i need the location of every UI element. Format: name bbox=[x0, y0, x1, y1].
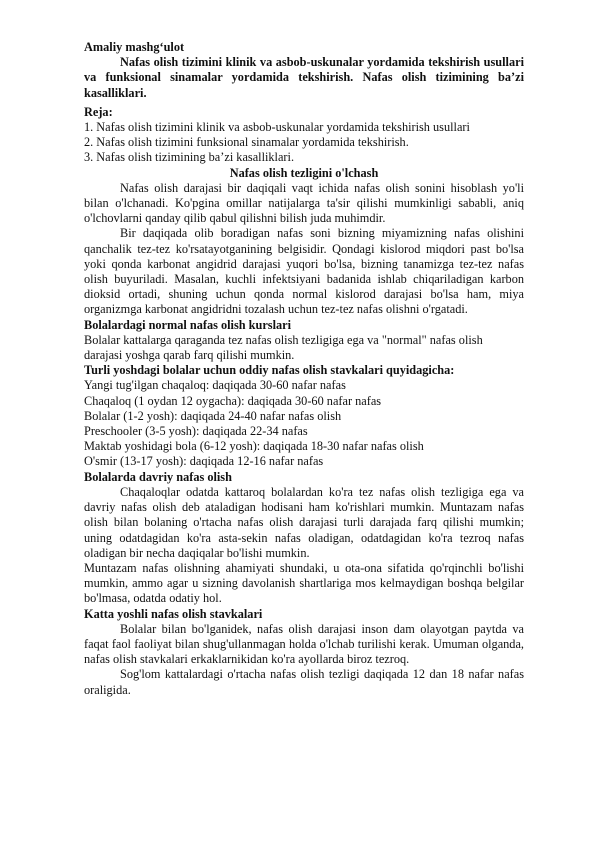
rate-item: Chaqaloq (1 oydan 12 oygacha): daqiqada 30-60 nafar nafas bbox=[84, 393, 382, 408]
paragraph: Nafas olish darajasi bir daqiqali vaqt ichida nafas olish sonini hisoblash yo'li bilan o'lchanadi. Ko'pgina omillar natijalarga ta'sir qilishi mumkinligi sababli, aniq o'lchovlarni qanday qilib qabul qilishni bilish juda muhimdir. bbox=[84, 180, 524, 226]
rate-item: Bolalar (1-2 yosh): daqiqada 24-40 nafar nafas olish bbox=[84, 408, 342, 423]
plan-title: Reja: bbox=[84, 104, 113, 119]
paragraph: Bir daqiqada olib boradigan nafas soni bizning miyamizning nafas olishini qanchalik tez-tez ko'rsatayotganining belgisidir. Qondagi kislorod miqdori past bo'lsa yoki qonda karbonat angidrid darajasi yuqori bo'lsa, bizning tanamizga tez-tez nafas olish buyuriladi. Masalan, kuchli infektsiyani badanida ishlab chiqariladigan karbon dioksid ortadi, shuning uchun qonda normal kislorod darajasi bo'lsa ham, miya organizmga karbonat angidridni tozalash uchun tez-tez nafas olishni o'rgatadi. bbox=[84, 226, 524, 317]
section-title-adult-rates: Katta yoshli nafas olish stavkalari bbox=[84, 606, 263, 621]
plan-item: 2. Nafas olish tizimini funksional sinamalar yordamida tekshirish. bbox=[84, 135, 409, 150]
lesson-topic: Nafas olish tizimini klinik va asbob-uskunalar yordamida tekshirish usullari va funksional sinamalar yordamida tekshirish. Nafas olish tizimining ba’zi kasalliklari. bbox=[84, 55, 524, 100]
plan-list bbox=[84, 120, 524, 166]
paragraph: Bolalar bilan bo'lganidek, nafas olish darajasi inson dam olayotgan paytda va faqat faol faoliyat bilan shug'ullanmagan holda o'lchab turilishi kerak. Umuman olganda, nafas olish stavkalari erkaklarnikidan ko'ra ayollarda biroz tezroq. bbox=[84, 621, 524, 667]
rate-item: Preschooler (3-5 yosh): daqiqada 22-34 nafas bbox=[84, 424, 308, 439]
rates-list bbox=[84, 378, 524, 469]
section-title-measuring-rate: Nafas olish tezligini o'lchash bbox=[229, 165, 379, 180]
plan-item: 3. Nafas olish tizimining ba’zi kasalliklari. bbox=[84, 150, 295, 165]
rate-item: Maktab yoshidagi bola (6-12 yosh): daqiqada 18-30 nafar nafas olish bbox=[84, 439, 424, 454]
paragraph: Sog'lom kattalardagi o'rtacha nafas olish tezligi daqiqada 12 dan 18 nafar nafas oraligida. bbox=[84, 667, 524, 697]
section-title-periodic-breathing: Bolalarda davriy nafas olish bbox=[84, 469, 232, 484]
section-title-children-normal: Bolalardagi normal nafas olish kurslari bbox=[84, 317, 292, 332]
rate-item: Yangi tug'ilgan chaqaloq: daqiqada 30-60 nafar nafas bbox=[84, 378, 346, 393]
rate-item: O'smir (13-17 yosh): daqiqada 12-16 nafar nafas bbox=[84, 454, 324, 469]
paragraph: Chaqaloqlar odatda kattaroq bolalardan ko'ra tez nafas olish tezligiga ega va davriy nafas olish deb ataladigan hodisani ham ko'rishlari mumkin. Muntazam nafas olish bilan bolaning o'rtacha nafas olish darajasi turli darajada farq qilishi mumkin; uning odatdagidan ko'ra asta-sekin nafas oladigan, odatdagidan ko'ra tezroq nafas oladigan bir necha daqiqalar bo'lishi mumkin. bbox=[84, 484, 524, 560]
plan-item: 1. Nafas olish tizimini klinik va asbob-uskunalar yordamida tekshirish usullari bbox=[84, 120, 470, 135]
paragraph: Muntazam nafas olishning ahamiyati shundaki, u ota-ona sifatida qo'rqinchli bo'lishi mumkin, ammo agar u sizning davolanish shartlariga mos kelmaydigan boshqa belgilar bo'lmasa, odatda odatiy hol. bbox=[84, 560, 524, 606]
section-title-rates-by-age: Turli yoshdagi bolalar uchun oddiy nafas olish stavkalari quyidagicha: bbox=[84, 363, 455, 378]
lesson-header: Amaliy mashg‘ulot bbox=[84, 40, 185, 54]
paragraph: Bolalar kattalarga qaraganda tez nafas olish tezligiga ega va "normal" nafas olish darajasi yoshga qarab farq qilishi mumkin. bbox=[84, 332, 483, 363]
